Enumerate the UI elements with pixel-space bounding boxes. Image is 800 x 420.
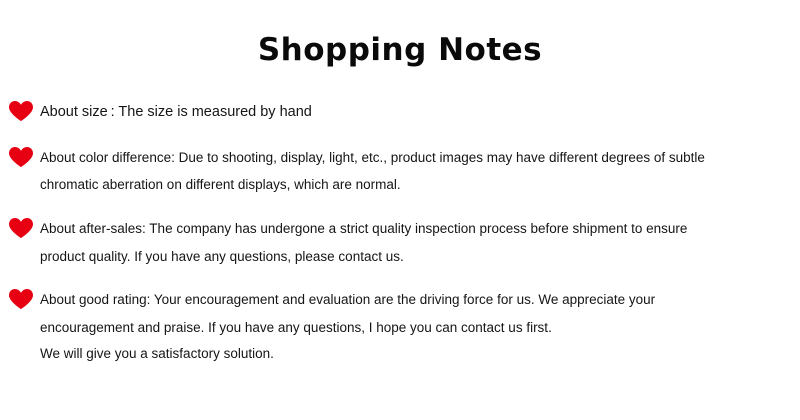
note-line: product quality. If you have any questions, please contact us. (40, 248, 404, 264)
list-item (8, 286, 788, 366)
note-line: We will give you a satisfactory solution. (40, 345, 274, 361)
heart-icon (8, 98, 34, 122)
note-text (40, 215, 740, 270)
list-item (8, 144, 788, 199)
list-item (8, 215, 788, 270)
note-line: encouragement and praise. If you have any questions, I hope you can contact us first. (40, 320, 552, 336)
note-text (40, 98, 740, 128)
note-line: About color difference: Due to shooting, display, light, etc., product images may have different degrees of subtle (40, 149, 705, 165)
note-line: About size : The size is measured by hand (40, 104, 312, 120)
note-line: chromatic aberration on different displays, which are normal. (40, 177, 401, 193)
list-item (8, 98, 788, 128)
note-text (40, 144, 740, 199)
heart-icon (8, 144, 34, 168)
note-line: About good rating: Your encouragement and evaluation are the driving force for us. We appreciate your (40, 292, 656, 308)
notes-list (0, 98, 800, 366)
heart-icon (8, 286, 34, 310)
shopping-notes-page (0, 20, 800, 420)
note-text (40, 286, 740, 366)
note-line: About after-sales: The company has undergone a strict quality inspection process before shipment to ensure (40, 221, 688, 237)
heart-icon (8, 215, 34, 239)
page-title: Shopping Notes (257, 32, 543, 68)
